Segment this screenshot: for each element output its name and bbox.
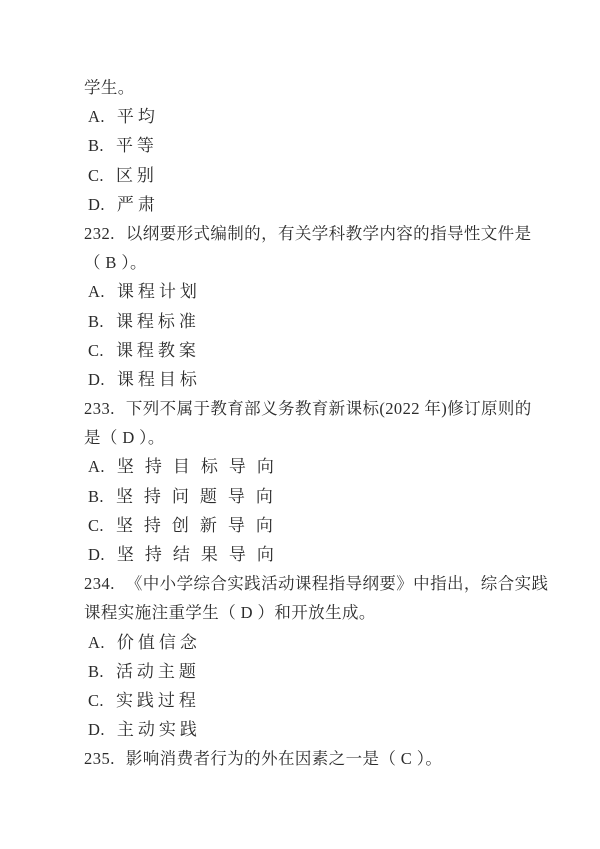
question-235 xyxy=(84,744,540,773)
question-number: 232. xyxy=(84,223,115,243)
option-letter: C. xyxy=(88,690,104,710)
option-text: 课程标准 xyxy=(115,311,200,331)
question-stem-line: 是（ D ）。 xyxy=(84,428,165,448)
question-233 xyxy=(84,394,540,569)
option-letter: C. xyxy=(88,340,104,360)
option-letter: B. xyxy=(88,661,104,681)
option-line xyxy=(84,277,540,306)
option-text: 严肃 xyxy=(116,194,159,214)
question-number: 235. xyxy=(84,749,115,769)
option-text: 坚持创新导向 xyxy=(115,515,284,535)
option-letter: B. xyxy=(88,486,104,506)
option-text: 价值信念 xyxy=(116,632,201,652)
question-stem-line xyxy=(84,744,540,773)
question-fragment xyxy=(84,73,540,219)
option-line xyxy=(84,628,540,657)
option-letter: B. xyxy=(88,136,104,156)
option-line xyxy=(84,686,540,715)
option-text: 课程计划 xyxy=(116,282,201,302)
option-line xyxy=(84,452,540,481)
option-letter: D. xyxy=(88,720,105,740)
option-line xyxy=(84,657,540,686)
question-stem-text: 《中小学综合实践活动课程指导纲要》中指出，综合实践 xyxy=(125,574,549,594)
option-letter: C. xyxy=(88,515,104,535)
option-line xyxy=(84,511,540,540)
option-text: 区别 xyxy=(115,165,158,185)
option-text: 实践过程 xyxy=(115,690,200,710)
option-letter: B. xyxy=(88,311,104,331)
option-line xyxy=(84,102,540,131)
fragment-tail-text: 学生。 xyxy=(84,78,135,97)
question-stem-text: 下列不属于教育部义务教育新课标(2022 年)修订原则的 xyxy=(125,399,532,419)
option-text: 平等 xyxy=(115,136,158,156)
option-line xyxy=(84,307,540,336)
option-letter: A. xyxy=(88,632,105,652)
option-text: 课程教案 xyxy=(115,340,200,360)
question-number: 234. xyxy=(84,574,115,594)
question-number: 233. xyxy=(84,399,115,419)
option-line xyxy=(84,336,540,365)
option-letter: D. xyxy=(88,369,105,389)
option-line xyxy=(84,190,540,219)
option-letter: C. xyxy=(88,165,104,185)
option-line xyxy=(84,161,540,190)
option-text: 活动主题 xyxy=(115,661,200,681)
option-line xyxy=(84,715,540,744)
question-stem-line xyxy=(84,394,540,423)
option-line xyxy=(84,540,540,569)
option-text: 主动实践 xyxy=(116,720,201,740)
question-stem-line xyxy=(84,569,549,598)
option-text: 平均 xyxy=(116,107,159,127)
question-234 xyxy=(84,569,549,744)
option-text: 坚持目标导向 xyxy=(116,457,285,477)
option-line xyxy=(84,482,540,511)
question-stem-line: 课程实施注重学生（ D ）和开放生成。 xyxy=(84,603,376,623)
option-letter: D. xyxy=(88,194,105,214)
question-stem-line: （ B ）。 xyxy=(84,253,147,273)
option-letter: A. xyxy=(88,107,105,127)
option-letter: A. xyxy=(88,282,105,302)
option-text: 坚持结果导向 xyxy=(116,545,285,564)
question-232 xyxy=(84,219,540,394)
question-stem-line xyxy=(84,219,540,248)
option-line xyxy=(84,365,540,394)
option-text: 坚持问题导向 xyxy=(115,486,284,506)
question-stem-text: 以纲要形式编制的，有关学科教学内容的指导性文件是 xyxy=(125,223,532,243)
option-text: 课程目标 xyxy=(116,369,201,389)
option-letter: A. xyxy=(88,457,105,477)
option-line xyxy=(84,131,540,160)
option-letter: D. xyxy=(88,545,105,564)
question-stem-text: 影响消费者行为的外在因素之一是（ C ）。 xyxy=(125,749,443,769)
